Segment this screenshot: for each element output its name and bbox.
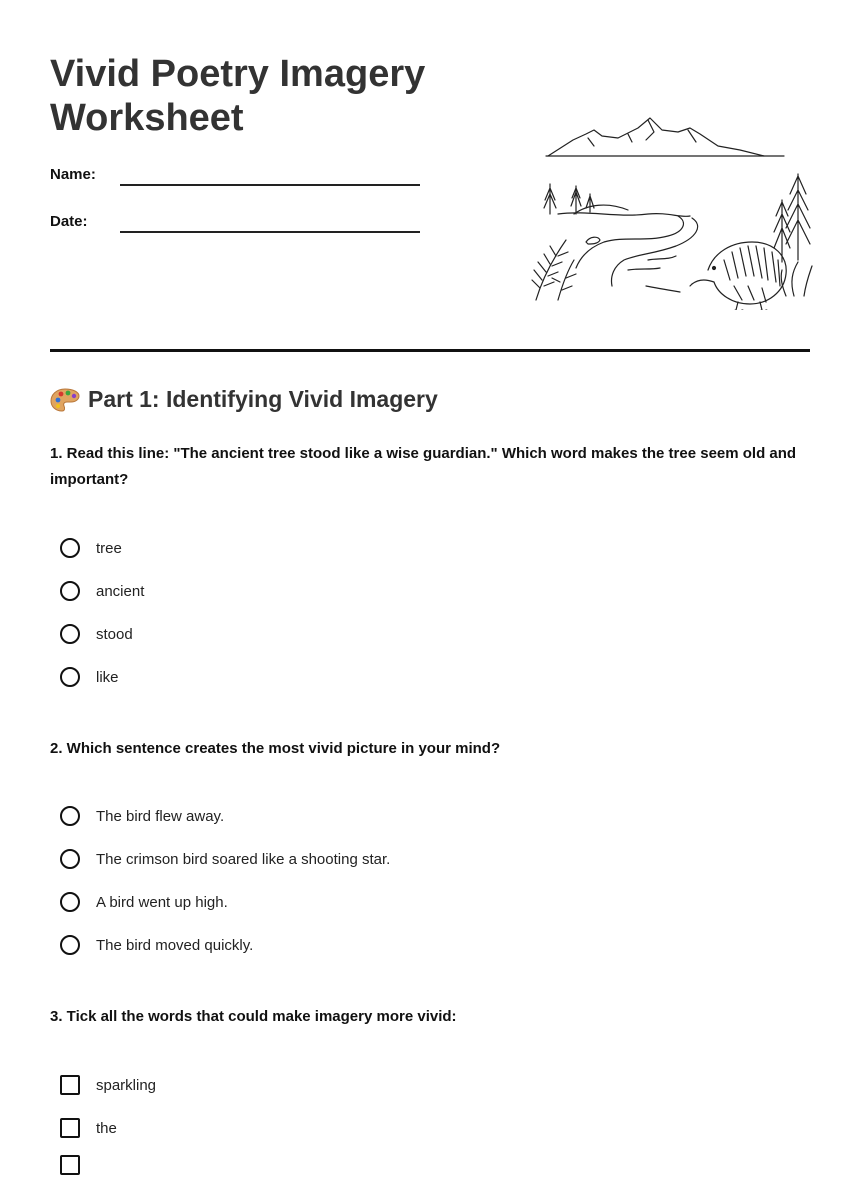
q1-option-like[interactable] bbox=[60, 664, 119, 690]
q2-option-3[interactable] bbox=[60, 889, 228, 915]
q3-option-partial[interactable] bbox=[60, 1152, 96, 1178]
q3-option-the[interactable] bbox=[60, 1115, 117, 1141]
radio-button[interactable] bbox=[60, 849, 80, 869]
name-field-row bbox=[50, 166, 430, 196]
option-label: A bird went up high. bbox=[96, 893, 228, 911]
q2-option-4[interactable] bbox=[60, 932, 253, 958]
option-label: The bird flew away. bbox=[96, 807, 225, 825]
option-label: ancient bbox=[96, 582, 145, 600]
radio-button[interactable] bbox=[60, 538, 80, 558]
header-divider bbox=[50, 349, 810, 352]
option-label: stood bbox=[96, 625, 133, 643]
q1-option-tree[interactable] bbox=[60, 535, 122, 561]
question-3: 3. Tick all the words that could make imagery more vivid: bbox=[50, 1008, 457, 1025]
question-2: 2. Which sentence creates the most vivid picture in your mind? bbox=[50, 740, 501, 757]
date-label: Date: bbox=[50, 213, 88, 230]
radio-button[interactable] bbox=[60, 935, 80, 955]
radio-button[interactable] bbox=[60, 581, 80, 601]
option-label: The crimson bird soared like a shooting star. bbox=[96, 850, 391, 868]
question-1: 1. Read this line: "The ancient tree stood like a wise guardian." Which word makes the tree seem old and important? bbox=[50, 445, 797, 488]
radio-button[interactable] bbox=[60, 667, 80, 687]
radio-button[interactable] bbox=[60, 624, 80, 644]
option-label: the bbox=[96, 1119, 117, 1137]
part1-heading bbox=[50, 386, 438, 413]
option-label: like bbox=[96, 668, 119, 686]
name-label: Name: bbox=[50, 166, 96, 183]
landscape-kiwi-illustration bbox=[528, 110, 814, 310]
q3-option-sparkling[interactable] bbox=[60, 1072, 156, 1098]
q1-option-ancient[interactable] bbox=[60, 578, 144, 604]
checkbox[interactable] bbox=[60, 1075, 80, 1095]
q1-option-stood[interactable] bbox=[60, 621, 133, 647]
q2-option-1[interactable] bbox=[60, 803, 224, 829]
page-title: Vivid Poetry Imagery Worksheet bbox=[50, 53, 426, 139]
date-field-row bbox=[50, 213, 430, 243]
checkbox[interactable] bbox=[60, 1118, 80, 1138]
option-label: tree bbox=[96, 539, 122, 557]
radio-button[interactable] bbox=[60, 892, 80, 912]
q2-option-2[interactable] bbox=[60, 846, 390, 872]
part1-title: Part 1: Identifying Vivid Imagery bbox=[88, 386, 438, 412]
name-input-line[interactable] bbox=[120, 184, 420, 186]
checkbox[interactable] bbox=[60, 1155, 80, 1175]
date-input-line[interactable] bbox=[120, 231, 420, 233]
option-label: sparkling bbox=[96, 1076, 157, 1094]
option-label: The bird moved quickly. bbox=[96, 936, 254, 954]
radio-button[interactable] bbox=[60, 806, 80, 826]
artist-palette-icon bbox=[50, 387, 80, 413]
